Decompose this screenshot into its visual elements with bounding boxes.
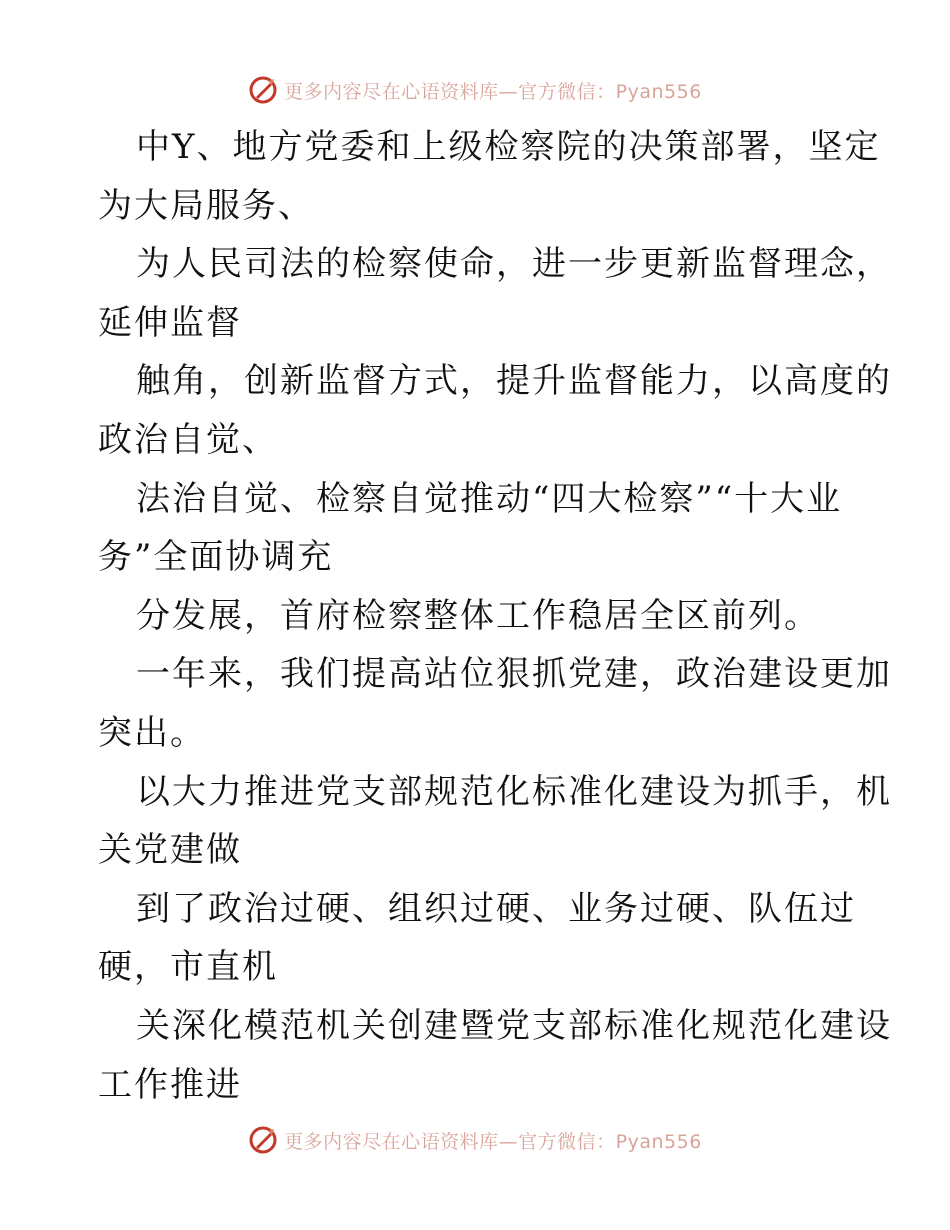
text-line: 触角，创新监督方式，提升监督能力，以高度的 bbox=[136, 361, 892, 402]
text-line: 硬，市直机 bbox=[98, 947, 278, 988]
quill-logo-icon bbox=[248, 75, 278, 105]
footer-watermark bbox=[0, 1120, 950, 1160]
text-line: 一年来，我们提高站位狠抓党建，政治建设更加 bbox=[136, 654, 892, 695]
text-line: 为人民司法的检察使命，进一步更新监督理念， bbox=[136, 244, 892, 285]
header-watermark bbox=[0, 70, 950, 110]
document-body bbox=[98, 118, 892, 1114]
quill-logo-icon bbox=[248, 1125, 278, 1155]
text-line: 关深化模范机关创建暨党支部标准化规范化建设 bbox=[136, 1005, 892, 1046]
text-line: 到了政治过硬、组织过硬、业务过硬、队伍过 bbox=[136, 888, 856, 929]
text-line: 为大局服务、 bbox=[98, 185, 314, 226]
text-line: 延伸监督 bbox=[98, 302, 242, 343]
text-line: 法治自觉、检察自觉推动“四大检察”“十大业 bbox=[136, 478, 843, 519]
text-line: 务”全面协调充 bbox=[98, 537, 334, 578]
watermark-text: 更多内容尽在心语资料库—官方微信：Pyan556 bbox=[284, 1130, 702, 1153]
text-line: 政治自觉、 bbox=[98, 419, 278, 460]
watermark-text: 更多内容尽在心语资料库—官方微信：Pyan556 bbox=[284, 80, 702, 103]
text-line: 中Y、地方党委和上级检察院的决策部署，坚定 bbox=[136, 127, 881, 167]
text-line: 突出。 bbox=[98, 712, 206, 753]
text-line: 分发展，首府检察整体工作稳居全区前列。 bbox=[136, 595, 820, 636]
text-line: 关党建做 bbox=[98, 830, 242, 871]
text-line: 工作推进 bbox=[98, 1064, 242, 1105]
text-line: 以大力推进党支部规范化标准化建设为抓手，机 bbox=[136, 771, 892, 812]
